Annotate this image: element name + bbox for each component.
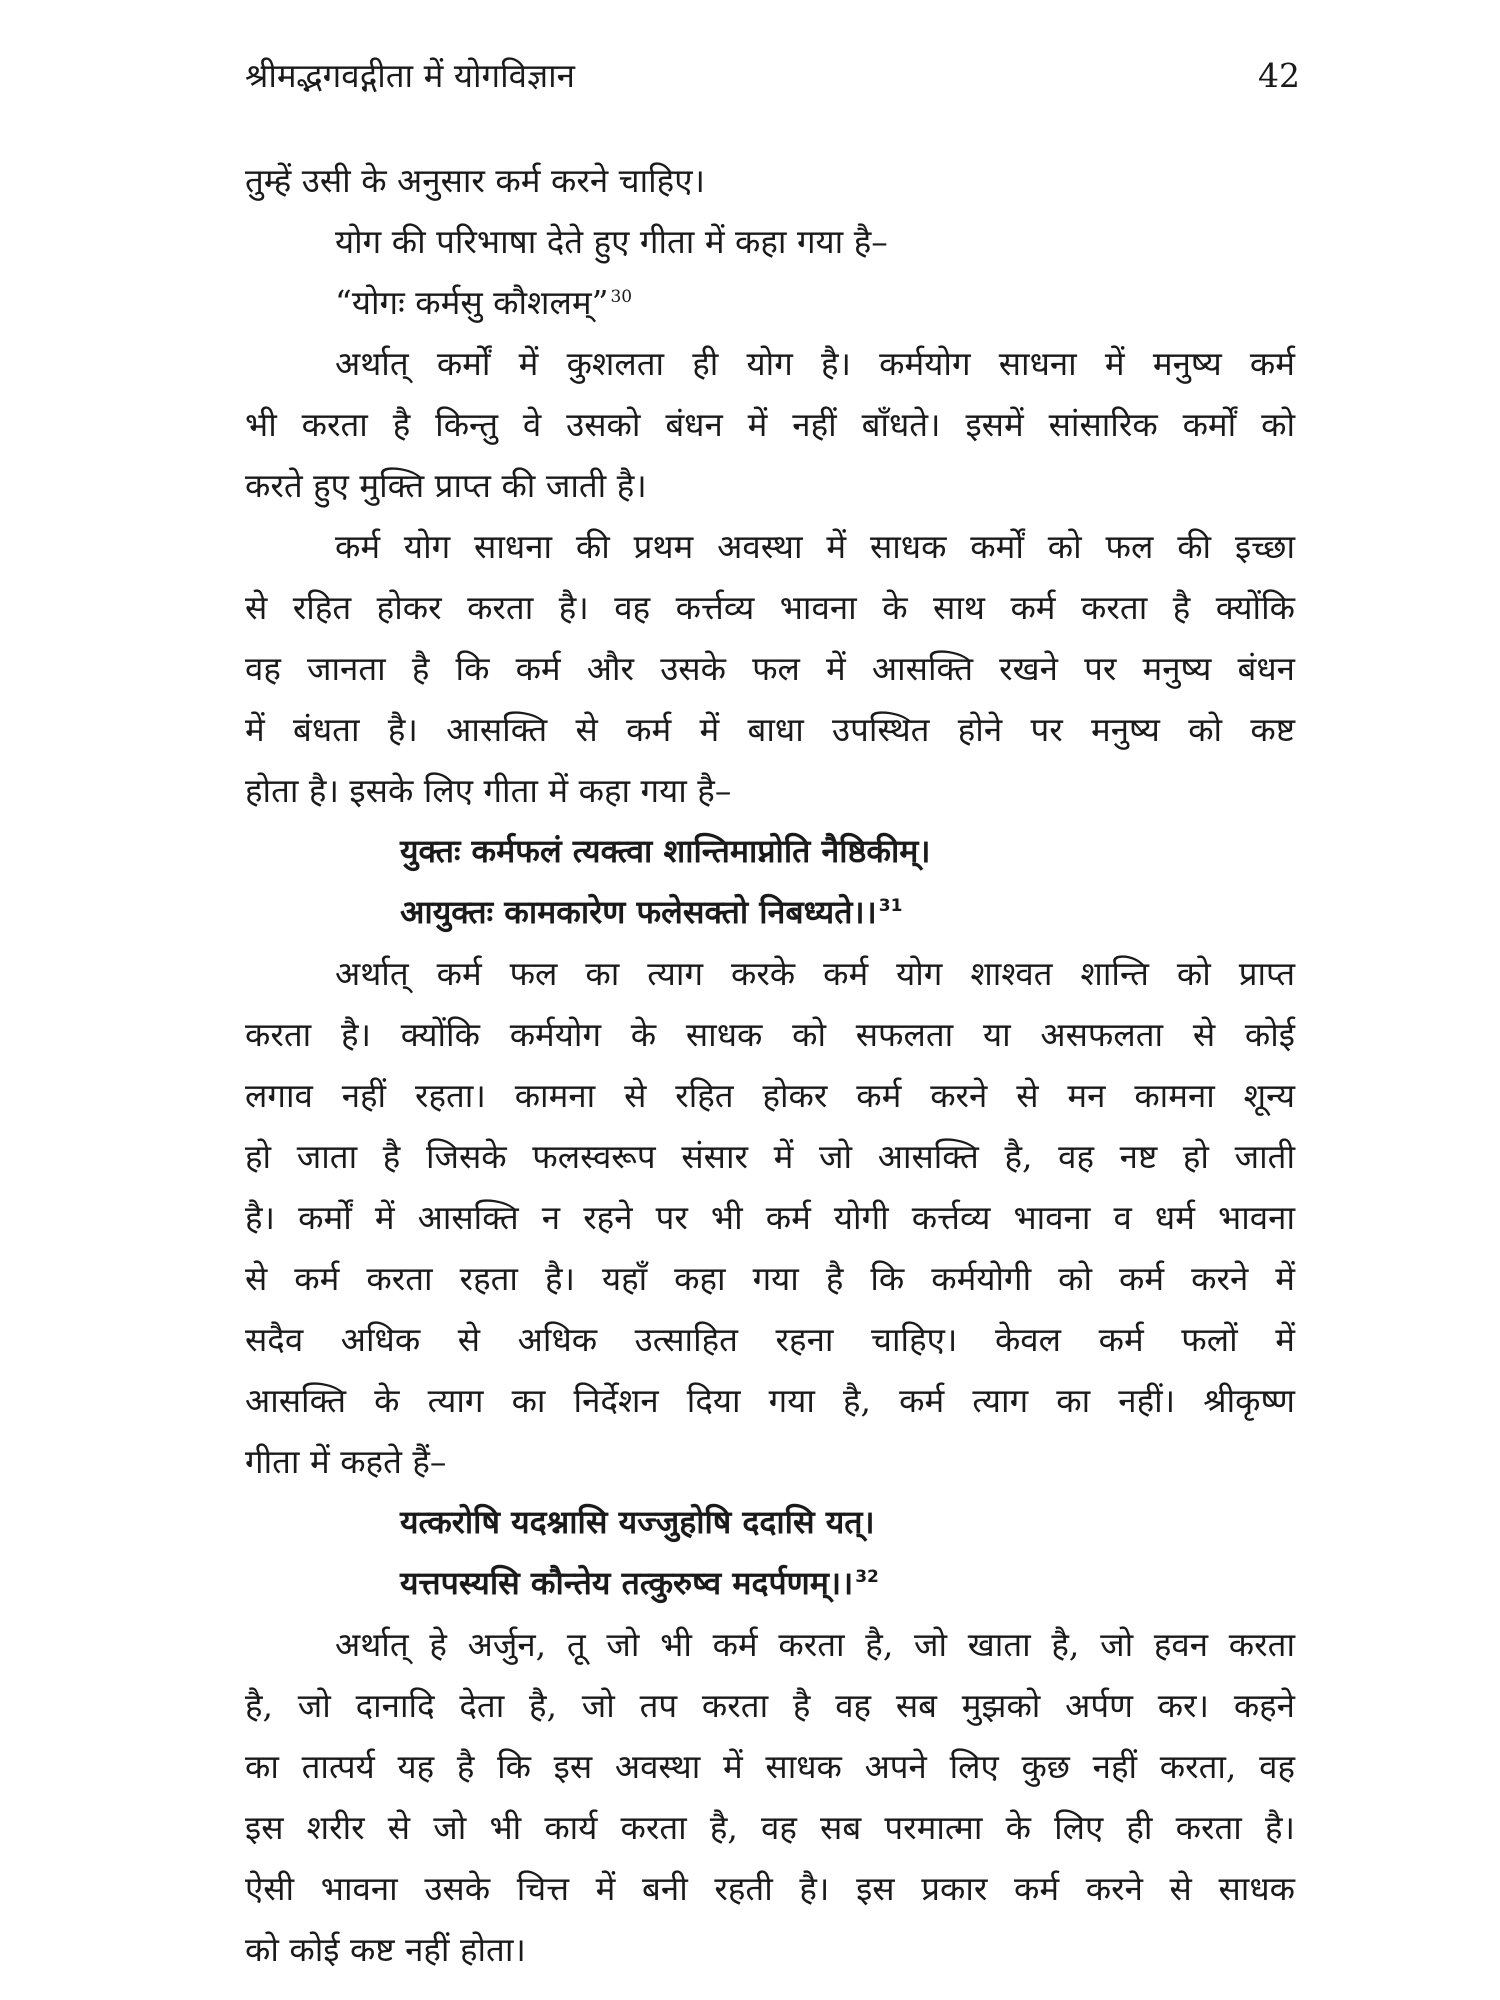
text-line: अर्थात् हे अर्जुन, तू जो भी कर्म करता है, जो खाता है, जो हवन करता [335,1625,1295,1664]
text-line: इस शरीर से जो भी कार्य करता है, वह सब परमात्मा के लिए ही करता है। [245,1808,1295,1847]
text-line: भी करता है किन्तु वे उसको बंधन में नहीं बाँधते। इसमें सांसारिक कर्मों को [245,405,1295,444]
page-number: 42 [1258,56,1300,95]
text-line: ऐसी भावना उसके चित्त में बनी रहती है। इस प्रकार कर्म करने से साधक [245,1869,1295,1908]
footnote-ref: 30 [610,287,633,307]
text-line: में बंधता है। आसक्ति से कर्म में बाधा उपस्थित होने पर मनुष्य को कष्ट [245,710,1295,749]
text-line: को कोई कष्ट नहीं होता। [245,1930,526,1969]
verse-line: युक्तः कर्मफलं त्यक्त्वा शान्तिमाप्नोति नैष्ठिकीम्। [400,832,931,870]
text-line: अर्थात् कर्मों में कुशलता ही योग है। कर्मयोग साधना में मनुष्य कर्म [335,344,1295,383]
text-line: सदैव अधिक से अधिक उत्साहित रहना चाहिए। केवल कर्म फलों में [245,1320,1295,1359]
verse-line: यत्करोषि यदश्नासि यज्जुहोषि ददासि यत्। [400,1503,875,1541]
footnote-ref: 31 [878,896,903,917]
text-line: है। कर्मों में आसक्ति न रहने पर भी कर्म योगी कर्त्तव्य भावना व धर्म भावना [245,1198,1295,1237]
text-line: से रहित होकर करता है। वह कर्त्तव्य भावना के साथ कर्म करता है क्योंकि [245,588,1295,627]
text-line: करता है। क्योंकि कर्मयोग के साधक को सफलता या असफलता से कोई [245,1015,1295,1054]
running-title: श्रीमद्भगवद्गीता में योगविज्ञान [245,56,575,95]
text-line: हो जाता है जिसके फलस्वरूप संसार में जो आसक्ति है, वह नष्ट हो जाती [245,1137,1295,1176]
verse-line: आयुक्तः कामकारेण फलेसक्तो निबध्यते।। $^{31}$ [400,893,903,931]
footnote-ref: 32 [855,1567,879,1588]
text-line: तुम्हें उसी के अनुसार कर्म करने चाहिए। [245,161,705,200]
text-line: लगाव नहीं रहता। कामना से रहित होकर कर्म करने से मन कामना शून्य [245,1076,1295,1115]
text-line: करते हुए मुक्ति प्राप्त की जाती है। [245,466,647,505]
text-line: कर्म योग साधना की प्रथम अवस्था में साधक कर्मों को फल की इच्छा [335,527,1295,566]
text-line: का तात्पर्य यह है कि इस अवस्था में साधक अपने लिए कुछ नहीं करता, वह [245,1747,1295,1786]
running-header [245,52,1300,97]
body-text [245,150,1295,1980]
quote-line: “योगः कर्मसु कौशलम्” $^{30}$ [335,283,633,322]
verse-line: यत्तपस्यसि कौन्तेय तत्कुरुष्व मदर्पणम्।। $^{32}$ [400,1564,879,1602]
text-line: से कर्म करता रहता है। यहाँ कहा गया है कि कर्मयोगी को कर्म करने में [245,1259,1295,1298]
text-line: आसक्ति के त्याग का निर्देशन दिया गया है, कर्म त्याग का नहीं। श्रीकृष्ण [245,1381,1295,1420]
text-line: योग की परिभाषा देते हुए गीता में कहा गया है– [335,222,888,261]
text-line: होता है। इसके लिए गीता में कहा गया है– [245,771,732,810]
text-line: गीता में कहते हैं– [245,1442,447,1481]
text-line: है, जो दानादि देता है, जो तप करता है वह सब मुझको अर्पण कर। कहने [245,1686,1295,1725]
text-line: वह जानता है कि कर्म और उसके फल में आसक्ति रखने पर मनुष्य बंधन [245,649,1295,688]
text-line: अर्थात् कर्म फल का त्याग करके कर्म योग शाश्वत शान्ति को प्राप्त [335,954,1295,993]
